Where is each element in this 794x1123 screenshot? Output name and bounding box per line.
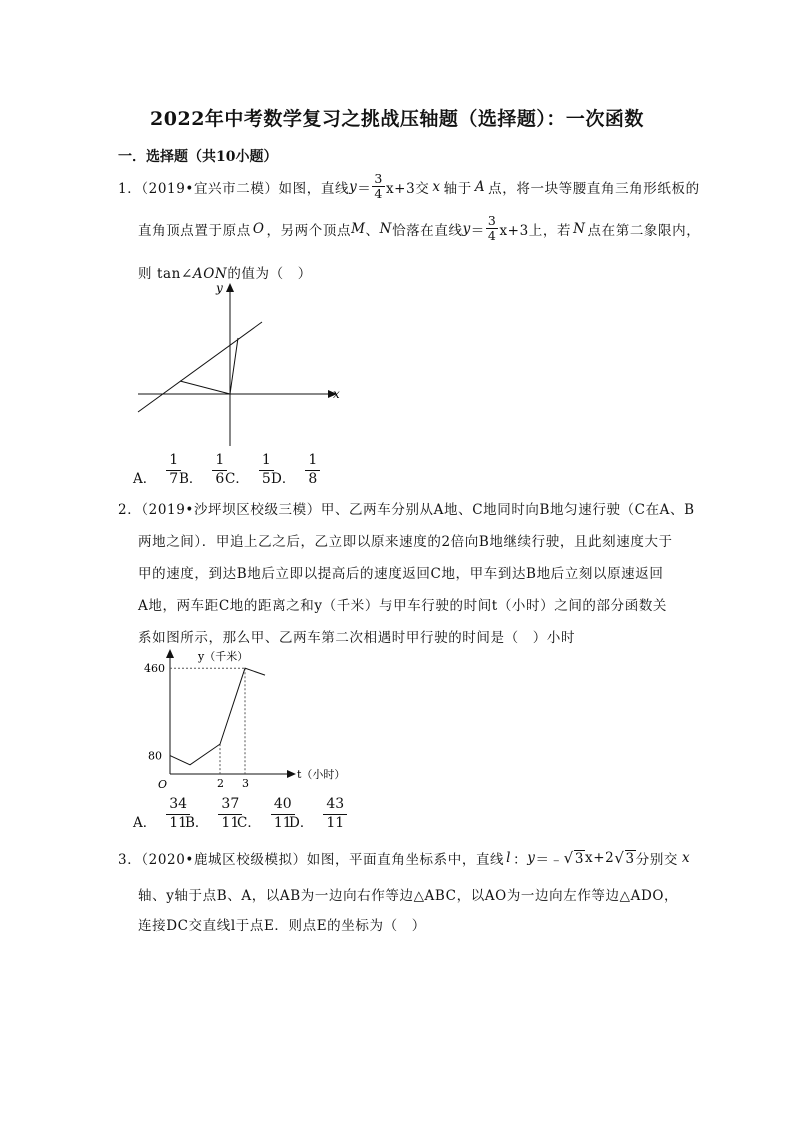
q1-options <box>133 452 317 488</box>
sqrt-radicand: 3 <box>625 851 635 867</box>
q3-sqrt-2 <box>614 849 635 867</box>
option-num: 34 <box>166 796 190 815</box>
option-den: 11 <box>326 814 345 831</box>
q2-line-1: 2．（2019•沙坪坝区校级三模）甲、乙两车分别从A地、C地同时向B地匀速行驶（C在A、B <box>118 502 695 518</box>
option-fraction <box>323 796 347 832</box>
q1-text: 则 tan∠ <box>138 266 193 282</box>
q2-option-a[interactable] <box>133 796 188 832</box>
q3-var-y: y <box>527 850 536 866</box>
q1-var-n-2: N <box>573 220 586 237</box>
q1-label-y: y <box>216 281 223 295</box>
option-label: C． <box>225 471 249 487</box>
q1-text: 轴于 <box>443 180 472 197</box>
q1-label-x: x <box>333 387 340 401</box>
option-label: D． <box>289 815 314 831</box>
option-label: D． <box>271 471 296 487</box>
q2-option-b[interactable] <box>185 796 240 832</box>
q2-options <box>133 796 345 832</box>
q1-text: ，另两个顶点 <box>266 222 352 239</box>
option-num: 1 <box>166 452 181 471</box>
q2-ylabel: y（千米） <box>198 650 249 663</box>
q1-segment-om <box>230 338 238 394</box>
q2-series-line <box>170 668 265 765</box>
q3-text: ： <box>513 852 528 868</box>
q2-chart <box>140 646 360 792</box>
q2-tick-3: 3 <box>242 777 249 790</box>
option-den: 7 <box>169 470 179 487</box>
option-label: B． <box>185 815 209 831</box>
q1-option-b[interactable] <box>179 452 225 488</box>
q2-origin: O <box>158 778 168 791</box>
q1-line-3 <box>138 262 312 282</box>
q1-text: x+3交 <box>385 180 430 197</box>
q1-fraction-num: 3 <box>374 171 383 186</box>
q1-eq-y: y <box>349 178 358 195</box>
option-label: A． <box>133 815 157 831</box>
q3-text: ＝﹣ <box>535 852 564 868</box>
q1-y-arrow-icon <box>226 283 234 292</box>
q1-figure <box>130 280 350 450</box>
option-den: 11 <box>221 814 240 831</box>
q3-var-l: l <box>506 850 512 866</box>
option-label: A． <box>133 471 157 487</box>
q1-text: x+3上，若 <box>499 222 572 239</box>
q1-text: 1．（2019•宜兴市二模）如图，直线 <box>118 180 350 197</box>
q1-fraction-den: 4 <box>374 186 383 202</box>
q2-x-arrow-icon <box>287 770 296 778</box>
option-num: 1 <box>259 452 274 471</box>
q2-tick-460: 460 <box>144 662 165 676</box>
q1-text: 恰落在直线 <box>392 222 463 239</box>
option-label: B． <box>179 471 203 487</box>
q1-segment-on <box>180 381 230 394</box>
page-title: 2022年中考数学复习之挑战压轴题（选择题）：一次函数 <box>150 108 644 130</box>
q1-text: 点在第二象限内， <box>587 222 701 239</box>
sqrt-icon: √ <box>563 849 574 867</box>
q2-y-arrow-icon <box>166 649 174 658</box>
q2-line-2: 两地之间）．甲追上乙之后，乙立即以原来速度的2倍向B地继续行驶，且此刻速度大于 <box>138 534 673 550</box>
option-label: C． <box>237 815 261 831</box>
q1-text: 的值为（ ） <box>227 266 312 282</box>
option-fraction <box>305 452 320 488</box>
q1-var-n: N <box>379 220 393 237</box>
q1-fraction-2 <box>486 214 499 244</box>
q3-sqrt-1 <box>564 849 585 867</box>
option-num: 1 <box>305 452 320 471</box>
option-num: 37 <box>218 796 242 815</box>
option-num: 1 <box>212 452 227 471</box>
q1-text: 、 <box>365 222 380 239</box>
q1-eq-sign-2: ＝ <box>470 222 485 239</box>
option-num: 40 <box>271 796 295 815</box>
q2-line-3: 甲的速度，到达B地后立即以提高后的速度返回C地，甲车到达B地后立刻以原速返回 <box>138 566 664 582</box>
q2-line-5: 系如图所示，那么甲、乙两车第二次相遇时甲行驶的时间是（ ）小时 <box>138 630 576 646</box>
q1-line-l <box>138 322 262 412</box>
q1-fraction-num-2: 3 <box>487 213 497 228</box>
q3-text: 3．（2020•鹿城区校级模拟）如图，平面直角坐标系中，直线 <box>118 852 505 868</box>
q1-option-c[interactable] <box>225 452 271 488</box>
q3-line-3: 连接DC交直线l于点E．则点E的坐标为（ ） <box>138 918 426 934</box>
sqrt-icon: √ <box>614 849 625 867</box>
q1-var-x: x <box>432 178 441 195</box>
q1-eq-sign: ＝ <box>357 180 372 197</box>
q1-text: 点，将一块等腰直角三角形纸板的 <box>488 180 700 197</box>
q1-var-m: M <box>351 220 366 237</box>
option-den: 11 <box>273 814 292 831</box>
q1-text: 直角顶点置于原点 <box>138 222 251 239</box>
option-den: 8 <box>308 470 318 487</box>
q3-line-2: 轴、y轴于点B、A，以AB为一边向右作等边△ABC，以AO为一边向左作等边△ADO， <box>138 888 679 904</box>
q1-var-o: O <box>252 220 265 237</box>
sqrt-radicand: 3 <box>574 851 585 867</box>
q3-var-x: x <box>682 850 691 866</box>
q3-text: 分别交 <box>635 852 679 868</box>
q2-tlabel: t（小时） <box>297 768 346 781</box>
q2-option-d[interactable] <box>289 796 345 832</box>
q3-line-1 <box>118 848 690 868</box>
q1-fraction <box>372 172 385 202</box>
q1-eq-y-2: y <box>462 220 471 237</box>
option-den: 11 <box>169 814 188 831</box>
q1-fraction-den-2: 4 <box>487 228 497 244</box>
q1-line-2 <box>138 214 700 244</box>
q1-option-d[interactable] <box>271 452 317 488</box>
option-num: 43 <box>323 796 347 815</box>
q3-text: x+2 <box>585 850 615 866</box>
q1-var-a: A <box>474 178 486 195</box>
option-den: 5 <box>261 470 271 487</box>
q2-line-4: A地，两车距C地的距离之和y（千米）与甲车行驶的时间t（小时）之间的部分函数关 <box>138 598 668 614</box>
q1-option-a[interactable] <box>133 452 179 488</box>
q1-line-1 <box>118 172 700 202</box>
option-den: 6 <box>215 470 225 487</box>
q1-angle: AON <box>192 266 228 282</box>
q2-tick-2: 2 <box>217 777 224 790</box>
q2-option-c[interactable] <box>237 796 292 832</box>
section-heading: 一．选择题（共10小题） <box>118 149 278 165</box>
q2-tick-80: 80 <box>148 749 162 763</box>
